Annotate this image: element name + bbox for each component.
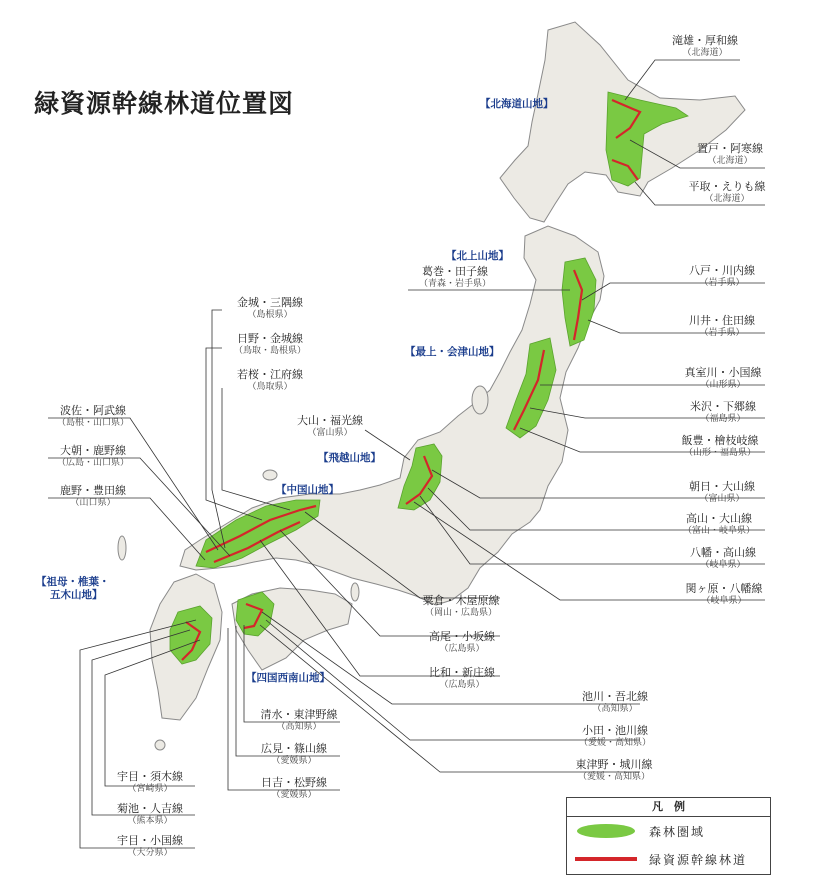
route-label-daicho: 大朝・鹿野線 （広島・山口県） [56,444,129,468]
tsushima-island [118,536,126,560]
route-label-ikegawa: 池川・吾北線 （高知県） [582,690,648,714]
route-label-kikuchi: 菊池・人吉線 （熊本県） [117,802,183,826]
sado-island [472,386,488,414]
route-label-hachinohe: 八戸・川内線 （岩手県） [689,264,755,288]
map-title: 緑資源幹線林道位置図 [34,89,295,118]
yakushima-island [155,740,165,750]
route-label-yonezawa: 米沢・下郷線 （福島県） [690,400,756,424]
region-chugoku: 【中国山地】 [276,484,339,496]
awaji-island [351,583,359,601]
route-label-oyama: 大山・福光線 （富山県） [297,414,363,438]
route-label-mamurogawa: 真室川・小国線 （山形県） [684,366,762,390]
route-label-kano: 鹿野・豊田線 （山口県） [60,484,126,508]
region-hokkaido: 【北海道山地】 [480,98,554,110]
legend-header: 凡 例 [567,798,770,817]
route-label-takimoto: 滝雄・厚和線 （北海道） [672,34,738,58]
region-sobo-line1: 【祖母・椎葉・ [36,576,110,588]
legend-row-forest [567,818,770,844]
region-mogami: 【最上・会津山地】 [405,346,500,358]
legend-road-label: 緑資源幹線林道 [649,853,748,867]
legend-forest-label: 森林圏域 [649,825,706,839]
route-label-hachiman: 八幡・高山線 （岐阜県） [690,546,756,570]
route-label-oda: 小田・池川線 （愛媛・高知県） [578,724,651,748]
route-label-hino: 日野・金城線 （鳥取・島根県） [233,332,306,356]
route-label-kanagi: 金城・三隅線 （島根県） [237,296,303,320]
map-legend [566,797,771,875]
route-label-asahi: 朝日・大山線 （富山県） [689,480,755,504]
route-label-kawai: 川井・住田線 （岩手県） [689,314,755,338]
forest-area-swatch [577,824,635,838]
route-label-takayama: 高山・大山線 （富山・岐阜県） [682,512,755,536]
route-label-iide: 飯豊・檜枝岐線 （山形・福島県） [681,434,759,458]
route-label-takao: 高尾・小坂線 （広島県） [429,630,495,654]
route-label-wakasa: 若桜・江府線 （鳥取県） [237,368,303,392]
oki-island [263,470,277,480]
route-label-sekigahara: 関ヶ原・八幡線 （岐阜県） [685,582,763,606]
route-label-awakura: 粟倉・木屋原線 （岡山・広島県） [422,594,500,618]
route-label-hiyoshi: 日吉・松野線 （愛媛県） [261,776,327,800]
route-label-hiratori: 平取・えりも線 （北海道） [688,180,766,204]
region-hietsu: 【飛越山地】 [318,452,381,464]
route-label-umemoku-oguni: 宇目・小国線 （大分県） [117,834,183,858]
route-label-hasa: 波佐・阿武線 （島根・山口県） [56,404,129,428]
route-label-hiromi: 広見・篠山線 （愛媛県） [261,742,327,766]
route-label-hiwa: 比和・新庄線 （広島県） [429,666,495,690]
route-label-higashitsuno: 東津野・城川線 （愛媛・高知県） [575,758,653,782]
legend-row-road [567,846,770,872]
region-shikoku: 【四国西南山地】 [246,672,330,684]
route-label-umemoku-sugi: 宇目・須木線 （宮崎県） [117,770,183,794]
region-sobo-line2: 五木山地】 [50,589,103,601]
route-label-shimizu: 清水・東津野線 （高知県） [260,708,338,732]
region-kitakami: 【北上山地】 [446,250,509,262]
road-line-swatch [575,857,637,861]
route-label-shoro: 置戸・阿寒線 （北海道） [697,142,763,166]
route-label-kuzumaki: 葛巻・田子線 （青森・岩手県） [418,265,491,289]
